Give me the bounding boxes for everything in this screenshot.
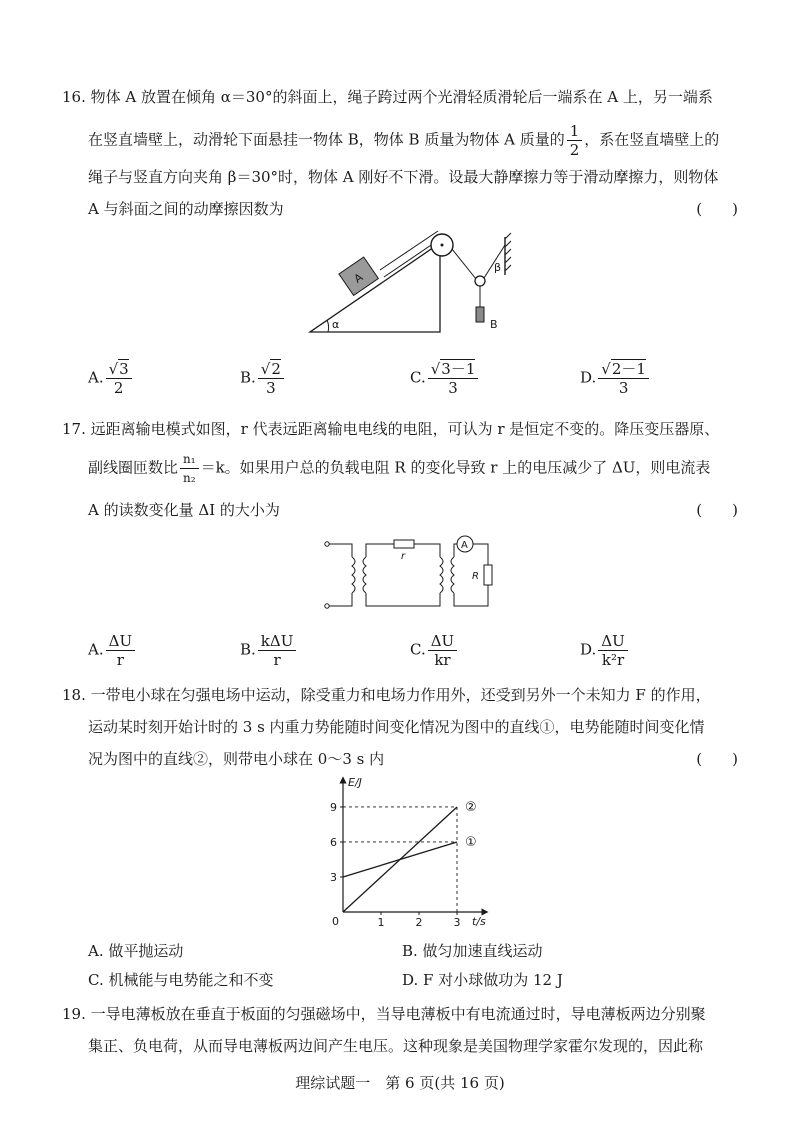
q18-option-d: D. F 对小球做功为 12 J xyxy=(402,971,563,989)
frac-den: r xyxy=(273,651,281,669)
q19-line-1: 19. 一导电薄板放在垂直于板面的匀强磁场中，当导电薄板中有电流通过时，导电薄板两边分别聚 xyxy=(62,1005,706,1023)
option-letter: A. xyxy=(88,368,104,387)
block-a-label: A xyxy=(351,270,366,286)
ammeter-label: A xyxy=(461,540,468,551)
option-letter: D. xyxy=(580,640,597,659)
origin-label: 0 xyxy=(332,915,339,928)
sqrt-sign: √ xyxy=(108,360,119,378)
frac-den: 3 xyxy=(448,379,458,397)
series-line-2 xyxy=(343,807,457,912)
y-tick-label-3: 3 xyxy=(330,870,337,884)
option-letter: D. xyxy=(580,368,597,387)
frac-num xyxy=(258,360,284,379)
radicand: 3 xyxy=(119,360,129,378)
x-tick-label-2: 2 xyxy=(415,916,423,929)
frac-den: k²r xyxy=(601,651,625,669)
q16-option-a xyxy=(88,360,134,397)
q16-line-2b: ，系在竖直墙壁上的 xyxy=(584,130,720,149)
q16-line-2a: 在竖直墙壁上，动滑轮下面悬挂一物体 B，物体 B 质量为物体 A 质量的 xyxy=(88,130,565,149)
q19-line-2: 集正、负电荷，从而导电薄板两边间产生电压。这种现象是美国物理学家霍尔发现的，因此称 xyxy=(88,1037,704,1055)
frac-num xyxy=(106,360,132,379)
frac-den: 3 xyxy=(618,379,629,397)
frac-den: kr xyxy=(434,651,451,669)
frac-den: r xyxy=(116,651,124,669)
q18-line-3: 况为图中的直线②，则带电小球在 0～3 s 内 xyxy=(88,750,385,768)
series-label-1: ① xyxy=(465,834,477,850)
q16-line-2 xyxy=(88,122,719,159)
load-r-label: R xyxy=(472,571,479,582)
series-label-2: ② xyxy=(465,799,477,815)
sqrt-sign: √ xyxy=(430,360,441,378)
q16-option-d xyxy=(580,360,651,397)
q16-option-b xyxy=(240,360,286,397)
frac-num: ΔU xyxy=(106,632,135,651)
q17-line-2 xyxy=(88,450,710,487)
page-footer: 理综试题一 第 6 页(共 16 页) xyxy=(295,1074,505,1092)
q16-line-1: 16. 物体 A 放置在倾角 α＝30°的斜面上，绳子跨过两个光滑轻质滑轮后一端系在 A 上，另一端系 xyxy=(62,88,713,106)
energy-time-chart xyxy=(320,775,500,929)
option-letter: A. xyxy=(88,640,104,659)
block-b-label: B xyxy=(490,318,498,331)
option-letter: B. xyxy=(240,368,256,387)
frac-den: 2 xyxy=(569,141,580,159)
alpha-label: α xyxy=(332,318,340,331)
frac-num xyxy=(428,360,479,379)
q16-half-fraction xyxy=(567,122,583,159)
option-letter: B. xyxy=(240,640,256,659)
option-letter: C. xyxy=(410,640,426,659)
q16-answer-paren: ( ) xyxy=(696,200,738,218)
frac-den: 3 xyxy=(266,379,276,397)
frac-den: n₂ xyxy=(183,471,196,485)
frac-num: ΔU xyxy=(598,632,627,651)
q17-option-b xyxy=(240,632,298,669)
q18-option-a: A. 做平抛运动 xyxy=(88,942,184,960)
q18-option-b: B. 做匀加速直线运动 xyxy=(402,942,543,960)
x-tick-label-1: 1 xyxy=(377,916,385,929)
frac-num: n₁ xyxy=(180,450,199,469)
x-tick-label-3: 3 xyxy=(453,916,461,929)
q16-option-c xyxy=(410,360,480,397)
q16-figure xyxy=(300,225,540,335)
frac-num: ΔU xyxy=(428,632,457,651)
sqrt-sign: √ xyxy=(601,360,611,378)
y-tick-label-6: 6 xyxy=(330,835,337,849)
radicand: 2－1 xyxy=(611,360,646,378)
resistor-r-label: r xyxy=(401,551,406,562)
q17-line-3: A 的读数变化量 ΔI 的大小为 xyxy=(88,501,280,519)
q17-ratio-fraction xyxy=(180,450,199,487)
frac-num: kΔU xyxy=(258,632,297,651)
q17-option-a xyxy=(88,632,137,669)
q17-option-c xyxy=(410,632,459,669)
q17-line-1: 17. 远距离输电模式如图，r 代表远距离输电电线的电阻，可认为 r 是恒定不变的。降压变压器原、 xyxy=(62,420,720,438)
radicand: 3－1 xyxy=(441,360,476,378)
sqrt-sign: √ xyxy=(260,360,271,378)
q18-line-1: 18. 一带电小球在匀强电场中运动，除受重力和电场力作用外，还受到另外一个未知力 F 的作用， xyxy=(62,686,711,704)
q16-line-4: A 与斜面之间的动摩擦因数为 xyxy=(88,200,284,218)
q17-option-d xyxy=(580,632,630,669)
radicand: 2 xyxy=(271,360,281,378)
frac-num: 1 xyxy=(567,122,583,141)
y-axis-label: E/J xyxy=(348,776,362,789)
frac-den: 2 xyxy=(113,379,124,397)
q17-line-2a: 副线圈匝数比 xyxy=(88,458,179,477)
q17-line-2b: ＝k。如果用户总的负载电阻 R 的变化导致 r 上的电压减少了 ΔU，则电流表 xyxy=(200,458,711,477)
option-letter: C. xyxy=(410,368,426,387)
frac-num xyxy=(598,360,649,379)
q17-answer-paren: ( ) xyxy=(696,501,738,519)
q18-option-c: C. 机械能与电势能之和不变 xyxy=(88,971,274,989)
q16-line-3: 绳子与竖直方向夹角 β＝30°时，物体 A 刚好不下滑。设最大静摩擦力等于滑动摩擦力，则物体 xyxy=(88,168,719,186)
x-axis-label: t/s xyxy=(472,915,486,928)
y-tick-label-9: 9 xyxy=(330,800,337,814)
q18-answer-paren: ( ) xyxy=(696,750,738,768)
beta-label: β xyxy=(494,261,502,274)
q18-line-2: 运动某时刻开始计时的 3 s 内重力势能随时间变化情况为图中的直线①，电势能随时间变化情 xyxy=(88,718,705,736)
q17-circuit xyxy=(322,535,502,610)
